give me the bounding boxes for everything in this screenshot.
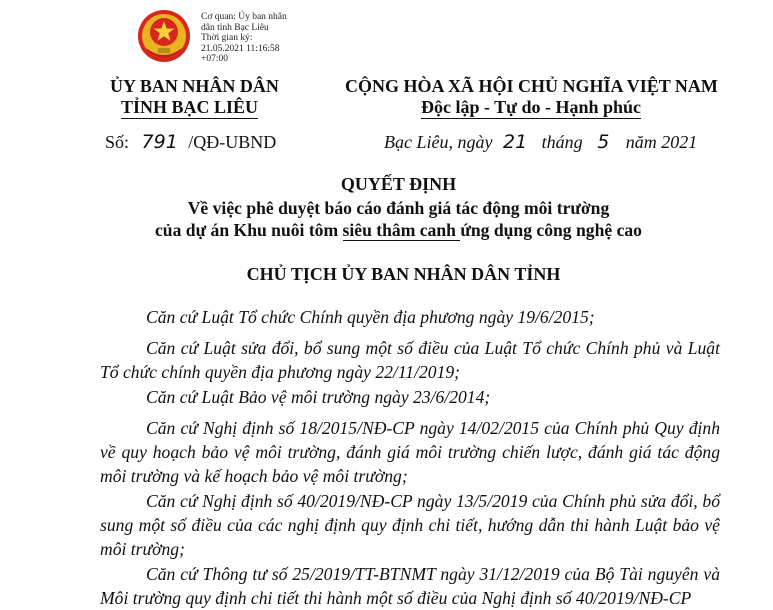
nation-motto-text: Độc lập - Tự do - Hạnh phúc xyxy=(421,97,642,117)
subject-part: của dự án Khu nuôi tôm xyxy=(155,220,343,240)
issue-date xyxy=(384,131,697,153)
signature-line: Thời gian ký: xyxy=(201,33,253,43)
date-month: 5 xyxy=(597,131,610,153)
signature-line: dân tỉnh Bạc Liêu xyxy=(201,22,269,33)
document-number-prefix: Số: xyxy=(105,132,130,152)
agency-name: ỦY BAN NHÂN DÂN xyxy=(110,76,279,96)
date-prefix: Bạc Liêu, ngày xyxy=(384,132,493,152)
legal-basis-paragraph: Căn cứ Luật sửa đổi, bổ sung một số điều của Luật Tổ chức Chính phủ và Luật Tổ chức chính quyền địa phương ngày 22/11/2019; xyxy=(100,338,720,382)
issuing-authority: CHỦ TỊCH ỦY BAN NHÂN DÂN TỈNH xyxy=(246,264,561,284)
agency-province xyxy=(121,97,258,118)
agency-province-text: TỈNH BẠC LIÊU xyxy=(121,97,259,117)
decision-subject-line-2 xyxy=(0,220,773,241)
legal-basis-paragraph: Căn cứ Thông tư số 25/2019/TT-BTNMT ngày 31/12/2019 của Bộ Tài nguyên và Môi trường quy định chi tiết thi hành một số điều của Nghị định số 40/2019/NĐ-CP xyxy=(100,564,720,608)
nation-motto xyxy=(421,97,641,118)
date-month-label: tháng xyxy=(541,132,583,152)
digital-signature-info xyxy=(201,12,287,65)
signature-line: +07:00 xyxy=(201,54,228,64)
decision-subject-line-1: Về việc phê duyệt báo cáo đánh giá tác động môi trường xyxy=(187,198,610,218)
legal-basis-paragraph: Căn cứ Nghị định số 18/2015/NĐ-CP ngày 14/02/2015 của Chính phủ Quy định về quy hoạch bảo vệ môi trường, đánh giá môi trường chiến lược, đánh giá tác động môi trường và kế hoạch bảo vệ môi trường; xyxy=(100,418,720,486)
subject-part: ứng dụng công nghệ cao xyxy=(460,220,642,240)
date-year: năm 2021 xyxy=(625,132,698,152)
signature-line: Cơ quan: Ủy ban nhân xyxy=(201,12,287,22)
document-number-suffix: /QĐ-UBND xyxy=(188,132,277,152)
decision-title: QUYẾT ĐỊNH xyxy=(340,174,457,194)
legal-basis-paragraph: Căn cứ Nghị định số 40/2019/NĐ-CP ngày 13/5/2019 của Chính phủ sửa đổi, bổ sung một số điều của các nghị định quy định chi tiết, hướng dẫn thi hành Luật bảo vệ môi trường; xyxy=(100,491,720,559)
national-emblem-logo xyxy=(136,8,192,64)
signature-line: 21.05.2021 11:16:58 xyxy=(201,43,280,54)
document-number xyxy=(105,131,276,153)
nation-name: CỘNG HÒA XÃ HỘI CHỦ NGHĨA VIỆT NAM xyxy=(345,76,718,96)
legal-basis-paragraph: Căn cứ Luật Tổ chức Chính quyền địa phương ngày 19/6/2015; xyxy=(146,307,595,327)
document-number-value: 791 xyxy=(141,131,178,153)
subject-part-underlined: siêu thâm canh xyxy=(342,220,461,240)
legal-basis-paragraph: Căn cứ Luật Bảo vệ môi trường ngày 23/6/2014; xyxy=(146,387,491,407)
date-day: 21 xyxy=(502,131,528,153)
